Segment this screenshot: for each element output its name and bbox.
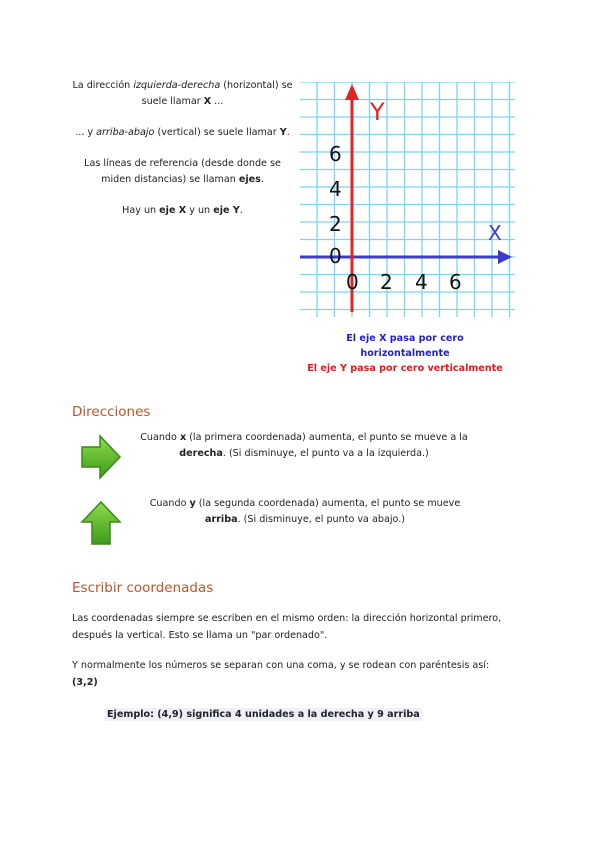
section-title-coordinates: Escribir coordenadas [72,580,214,596]
axes-illustration [300,82,515,317]
x-tick-label: 2 [380,270,393,294]
y-tick-label: 4 [329,177,342,201]
coords-paragraph-1: Las coordenadas siempre se escriben en el mismo orden: la dirección horizontal primero, después la vertical. Esto se llama un "par ordenado". [72,613,502,641]
y-tick-label: 2 [329,212,342,236]
section-title-directions: Direcciones [72,404,151,420]
y-axis-label: Y [370,98,385,126]
coords-example-pair: (3,2) [72,677,98,688]
x-axis-label: X [488,221,502,245]
axes-caption [290,331,520,376]
intro-p2: ... y arriba-abajo (vertical) se suele llamar Y. [75,127,290,138]
direction-up-text: Cuando y (la segunda coordenada) aumenta, el punto se mueve arriba. (Si disminuye, el punto va abajo.) [149,498,461,525]
coords-paragraph-2: Y normalmente los números se separan con una coma, y se rodean con paréntesis así: (3,2) [72,660,490,688]
x-tick-label: 6 [449,270,462,294]
y-axis-arrowhead [345,84,359,100]
intro-text [70,78,295,234]
example-box: Ejemplo: (4,9) significa 4 unidades a la derecha y 9 arriba [107,709,420,720]
caption-y-axis: El eje Y pasa por cero verticalmente [307,363,503,374]
y-tick-label: 0 [329,244,342,268]
x-tick-label: 4 [415,270,428,294]
axes-graph [300,82,515,317]
x-tick-label: 0 [346,270,359,294]
intro-p4: Hay un eje X y un eje Y. [122,205,243,216]
up-arrow-icon [80,500,122,550]
intro-p3: Las líneas de referencia (desde donde se miden distancias) se llaman ejes. [84,158,281,185]
caption-x-axis: El eje X pasa por cero horizontalmente [346,333,464,359]
direction-right-text: Cuando x (la primera coordenada) aumenta, el punto se mueve a la derecha. (Si disminuye, el punto va a la izquierda.) [140,432,468,459]
intro-p1: La dirección izquierda-derecha (horizontal) se suele llamar X ... [72,80,293,107]
right-arrow-icon [80,434,122,484]
y-tick-label: 6 [329,142,342,166]
